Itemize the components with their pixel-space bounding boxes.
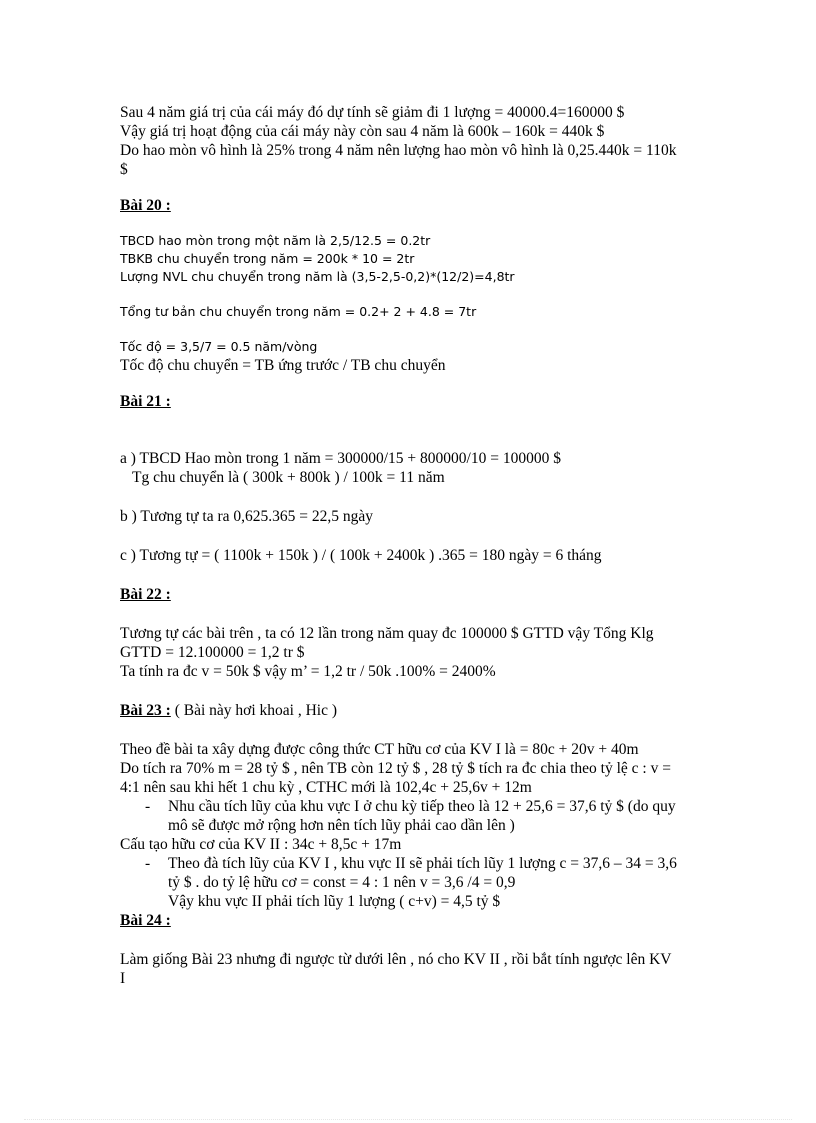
list-bullet: - bbox=[145, 855, 151, 872]
text-line: Vậy giá trị hoạt động của cái máy này còn sau 4 năm là 600k – 160k = 440k $ bbox=[120, 123, 605, 140]
page-bottom-rule bbox=[24, 1119, 792, 1120]
text-line: Do tích ra 70% m = 28 tỷ $ , nên TB còn 12 tỷ $ , 28 tỷ $ tích ra đc chia theo tỷ lệ c : v = bbox=[120, 760, 671, 777]
heading-note: ( Bài này hơi khoai , Hic ) bbox=[170, 702, 337, 719]
intro-paragraph bbox=[120, 103, 700, 179]
list-item bbox=[120, 854, 700, 911]
text-line: 4:1 nên sau khi hết 1 chu kỳ , CTHC mới là 102,4c + 25,6v + 12m bbox=[120, 779, 532, 796]
list-bullet: - bbox=[145, 798, 151, 815]
section-heading: Bài 22 : bbox=[120, 586, 171, 603]
list-item bbox=[120, 797, 700, 835]
text-line: TBCD hao mòn trong một năm là 2,5/12.5 = 0.2tr bbox=[120, 233, 431, 248]
section-bai-21 bbox=[120, 392, 700, 565]
section-bai-24 bbox=[120, 911, 700, 988]
section-heading: Bài 21 : bbox=[120, 393, 171, 410]
text-line: GTTD = 12.100000 = 1,2 tr $ bbox=[120, 644, 305, 661]
text-line: Vậy khu vực II phải tích lũy 1 lượng ( c+v) = 4,5 tỷ $ bbox=[168, 893, 501, 910]
text-line: c ) Tương tự = ( 1100k + 150k ) / ( 100k + 2400k ) .365 = 180 ngày = 6 tháng bbox=[120, 547, 602, 564]
text-line: Theo đà tích lũy của KV I , khu vực II sẽ phải tích lũy 1 lượng c = 37,6 – 34 = 3,6 bbox=[168, 855, 677, 872]
text-line: $ bbox=[120, 161, 128, 178]
text-line: TBKB chu chuyển trong năm = 200k * 10 = 2tr bbox=[120, 251, 415, 266]
section-bai-22 bbox=[120, 585, 700, 681]
text-line: Theo đề bài ta xây dựng được công thức CT hữu cơ của KV I là = 80c + 20v + 40m bbox=[120, 741, 639, 758]
text-line: Làm giống Bài 23 nhưng đi ngược từ dưới lên , nó cho KV II , rồi bắt tính ngược lên KV bbox=[120, 951, 672, 968]
section-heading: Bài 24 : bbox=[120, 912, 171, 929]
text-line: Tổng tư bản chu chuyển trong năm = 0.2+ 2 + 4.8 = 7tr bbox=[120, 304, 477, 319]
text-line: a ) TBCD Hao mòn trong 1 năm = 300000/15 + 800000/10 = 100000 $ bbox=[120, 450, 561, 467]
text-line: Do hao mòn vô hình là 25% trong 4 năm nên lượng hao mòn vô hình là 0,25.440k = 110k bbox=[120, 142, 677, 159]
text-line: Tốc độ chu chuyển = TB ứng trước / TB chu chuyển bbox=[120, 357, 446, 374]
text-line: tỷ $ . do tỷ lệ hữu cơ = const = 4 : 1 nên v = 3,6 /4 = 0,9 bbox=[168, 874, 516, 891]
text-line: Tương tự các bài trên , ta có 12 lần trong năm quay đc 100000 $ GTTD vậy Tổng Klg bbox=[120, 625, 654, 642]
text-line: Sau 4 năm giá trị của cái máy đó dự tính sẽ giảm đi 1 lượng = 40000.4=160000 $ bbox=[120, 104, 625, 121]
text-line: mô sẽ được mở rộng hơn nên tích lũy phải cao dần lên ) bbox=[168, 817, 515, 834]
text-line: Tg chu chuyển là ( 300k + 800k ) / 100k = 11 năm bbox=[132, 469, 445, 486]
section-bai-23 bbox=[120, 701, 700, 911]
text-line: Ta tính ra đc v = 50k $ vậy m’ = 1,2 tr / 50k .100% = 2400% bbox=[120, 663, 496, 680]
document-body bbox=[120, 103, 700, 988]
text-line: Nhu cầu tích lũy của khu vực I ở chu kỳ tiếp theo là 12 + 25,6 = 37,6 tỷ $ (do quy bbox=[168, 798, 676, 815]
section-heading: Bài 23 : bbox=[120, 702, 171, 719]
text-line: I bbox=[120, 970, 126, 987]
text-line: b ) Tương tự ta ra 0,625.365 = 22,5 ngày bbox=[120, 508, 374, 525]
section-bai-20 bbox=[120, 196, 700, 375]
text-line: Cấu tạo hữu cơ của KV II : 34c + 8,5c + 17m bbox=[120, 836, 402, 853]
text-line: Lượng NVL chu chuyển trong năm là (3,5-2,5-0,2)*(12/2)=4,8tr bbox=[120, 269, 515, 284]
section-heading: Bài 20 : bbox=[120, 197, 171, 214]
text-line: Tốc độ = 3,5/7 = 0.5 năm/vòng bbox=[120, 339, 318, 354]
